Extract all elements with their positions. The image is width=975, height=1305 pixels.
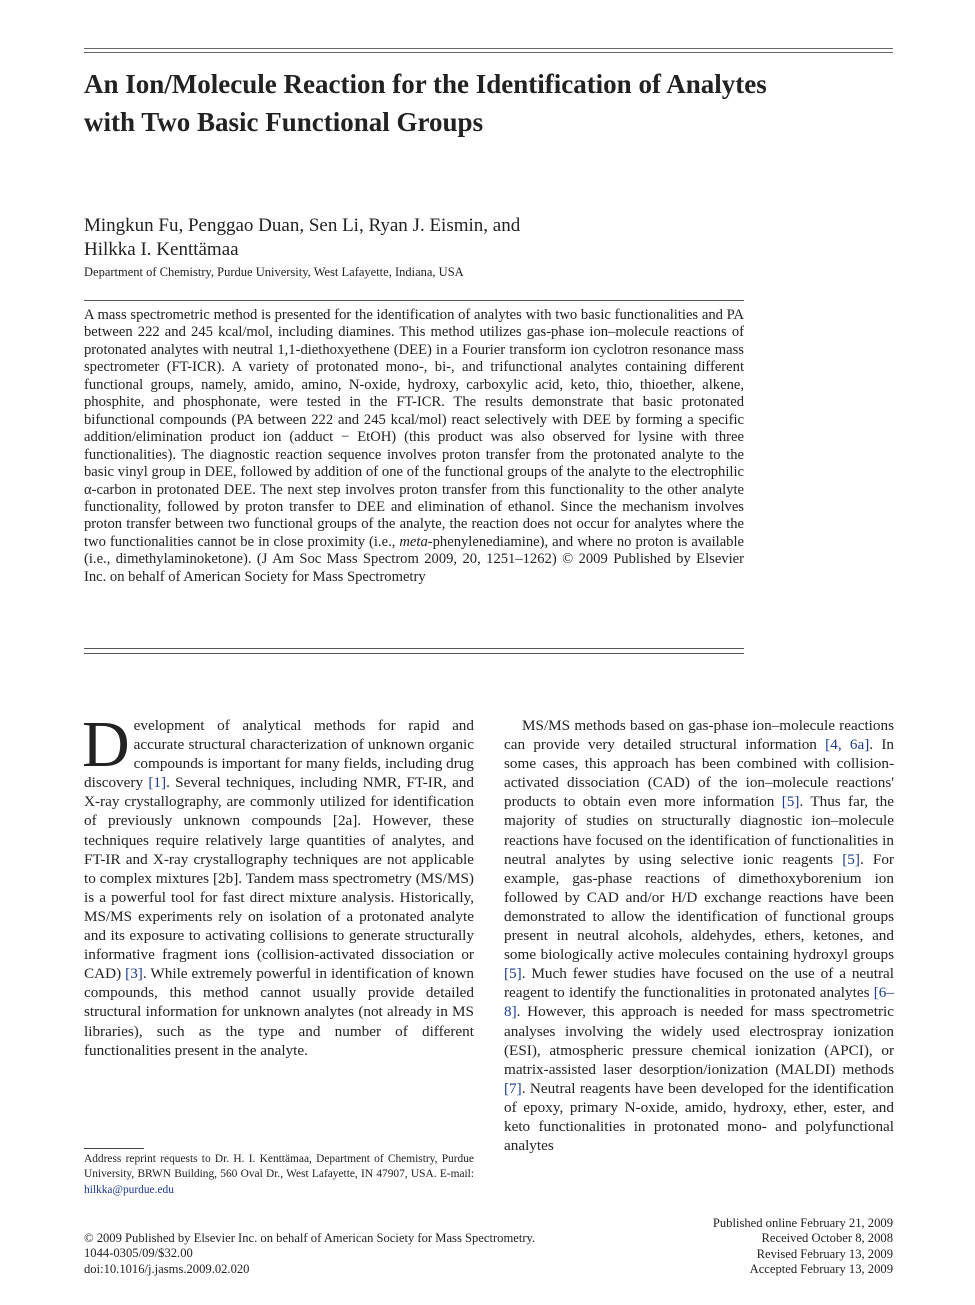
footer-right — [593, 1216, 893, 1278]
author-line-1: Mingkun Fu, Penggao Duan, Sen Li, Ryan J. Eismin, and — [84, 215, 521, 236]
affiliation: Department of Chemistry, Purdue University, West Lafayette, Indiana, USA — [84, 265, 464, 279]
article-title: An Ion/Molecule Reaction for the Identification of Analytes with Two Basic Functional Groups — [84, 69, 767, 137]
citation-link[interactable]: [1] — [148, 774, 167, 792]
body-column-right — [504, 716, 894, 1155]
citation-link[interactable]: [7] — [504, 1079, 522, 1097]
citation-link[interactable]: [5] — [504, 965, 522, 983]
issn-line: 1044-0305/09/$32.00 — [84, 1246, 193, 1261]
copyright-line: © 2009 Published by Elsevier Inc. on behalf of American Society for Mass Spectrometry. — [84, 1231, 536, 1245]
author-list — [84, 214, 684, 262]
citation-link[interactable]: [3] — [125, 965, 143, 983]
footnote — [84, 1152, 474, 1198]
revised-date: Revised February 13, 2009 — [756, 1246, 893, 1261]
body-right-text-6: . However, this approach is needed for mass spectrometric analyses involving the widely used electrospray ionization (ESI), atmospheric pressure chemical ionization (APCI), or matrix-assisted laser desorption/ionization (MALDI) methods — [504, 1003, 894, 1078]
footnote-text: Address reprint requests to Dr. H. I. Kenttämaa, Department of Chemistry, Purdue University, BRWN Building, 560 Oval Dr., West Lafayette, IN 47907, USA. E-mail: — [84, 1153, 474, 1181]
body-left-text-3: . While extremely powerful in identification of known compounds, this method cannot usually provide detailed structural information for unknown analytes (not already in MS libraries), such as the type and number of different functionalities present in the analyte. — [84, 965, 474, 1059]
top-rule-2 — [84, 52, 893, 53]
abstract-bottom-rule-1 — [84, 648, 744, 649]
body-right-text-3: . Thus far, the majority of studies on structurally diagnostic ion–molecule reactions have focused on the identification of functionalities in neutral analytes by using selective ionic reagents — [504, 793, 895, 868]
drop-cap: D — [82, 708, 130, 781]
abstract-text-2: -phenylenediamine), and where no proton is available (i.e., dimethylaminoketone). (J Am Soc Mass Spectrom 2009, 20, 1251–1262) © 2009 Published by Elsevier Inc. on behalf of American Society for Mass Spectrometry — [84, 533, 744, 585]
body-right-text-5: . Much fewer studies have focused on the use of a neutral reagent to identify the functionalities in protonated analytes — [504, 965, 894, 1002]
published-date: Published online February 21, 2009 — [712, 1216, 893, 1230]
footer-left — [84, 1231, 644, 1277]
abstract — [84, 307, 744, 586]
body-right-text-1: MS/MS methods based on gas-phase ion–molecule reactions can provide very detailed structural information — [504, 717, 894, 754]
doi-line: doi:10.1016/j.jasms.2009.02.020 — [84, 1261, 250, 1276]
body-left-text-1: evelopment of analytical methods for rapid and accurate structural characterization of unknown organic compounds is important for many fields, including drug discovery — [84, 717, 474, 792]
accepted-date: Accepted February 13, 2009 — [749, 1262, 893, 1277]
author-line-2: Hilkka I. Kenttämaa — [84, 239, 239, 260]
citation-link[interactable]: [5] — [781, 793, 800, 811]
received-date: Received October 8, 2008 — [761, 1231, 893, 1246]
email-link[interactable]: hilkka@purdue.edu — [84, 1183, 174, 1196]
abstract-text-1: A mass spectrometric method is presented for the identification of analytes with two basic functionalities and PA between 222 and 245 kcal/mol, including diamines. This method utilizes gas-phase ion–molecule reactions of protonated analytes with neutral 1,1-diethoxyethene (DEE) in a Fourier transform ion cyclotron resonance mass spectrometer (FT-ICR). A variety of protonated mono-, bi-, and trifunctional analytes containing different functional groups, namely, amido, amino, N-oxide, hydroxy, carboxylic acid, keto, thio, thioether, alkene, phosphite, and phosphonate, were tested in the FT-ICR. The results demonstrate that basic protonated bifunctional compounds (PA between 222 and 245 kcal/mol) react selectively with DEE by forming a specific addition/elimination product ion (adduct − EtOH) (this product was also observed for lysine with three functionalities). The diagnostic reaction sequence involves proton transfer from the protonated analyte to the basic vinyl group in DEE, followed by addition of one of the functional groups of the analyte to the electrophilic α-carbon in protonated DEE. The next step involves proton transfer from this functionality to the other analyte functionality, followed by proton transfer to DEE and elimination of ethanol. Since the mechanism involves proton transfer between two functional groups of the analyte, the reaction does not occur for analytes where the two functionalities cannot be in close proximity (i.e., — [84, 307, 744, 550]
citation-link[interactable]: [4, 6a] — [825, 736, 870, 754]
body-right-text-2: . In some cases, this approach has been combined with collision-activated dissociation (CAD) of the ion–molecule reactions' products to obtain even more information — [504, 736, 894, 811]
body-left-text-2: . Several techniques, including NMR, FT-IR, and X-ray crystallography, are commonly utilized for identification of previously unknown compounds [2a]. However, these techniques require relatively large quantities of analytes, and FT-IR and X-ray crystallography techniques are not applicable to complex mixtures [2b]. Tandem mass spectrometry (MS/MS) is a powerful tool for fast direct mixture analysis. Historically, MS/MS experiments rely on isolation of a protonated analyte and its exposure to activating collisions to generate structurally informative fragment ions (collision-activated dissociation or CAD) — [84, 774, 474, 983]
body-right-text-4: . For example, gas-phase reactions of dimethoxyborenium ion followed by CAD and/or H/D exchange reactions have been demonstrated to allow the identification of functional groups present in neutral alcohols, aldehydes, ethers, ketones, and some biologically active molecules containing hydroxyl groups — [504, 850, 894, 964]
citation-link[interactable]: [5] — [842, 850, 860, 868]
abstract-italic: meta — [399, 533, 428, 550]
body-right-text-7: . Neutral reagents have been developed for the identification of epoxy, primary N-oxide, amido, hydroxy, ether, ester, and keto functionalities in protonated mono- and polyfunctional analytes — [504, 1079, 894, 1155]
footnote-rule — [84, 1148, 144, 1149]
abstract-top-rule — [84, 300, 744, 301]
top-rule-1 — [84, 48, 893, 49]
citation-link[interactable]: [6–8] — [504, 984, 894, 1021]
body-column-left — [82, 708, 474, 1060]
abstract-bottom-rule-2 — [84, 653, 744, 654]
